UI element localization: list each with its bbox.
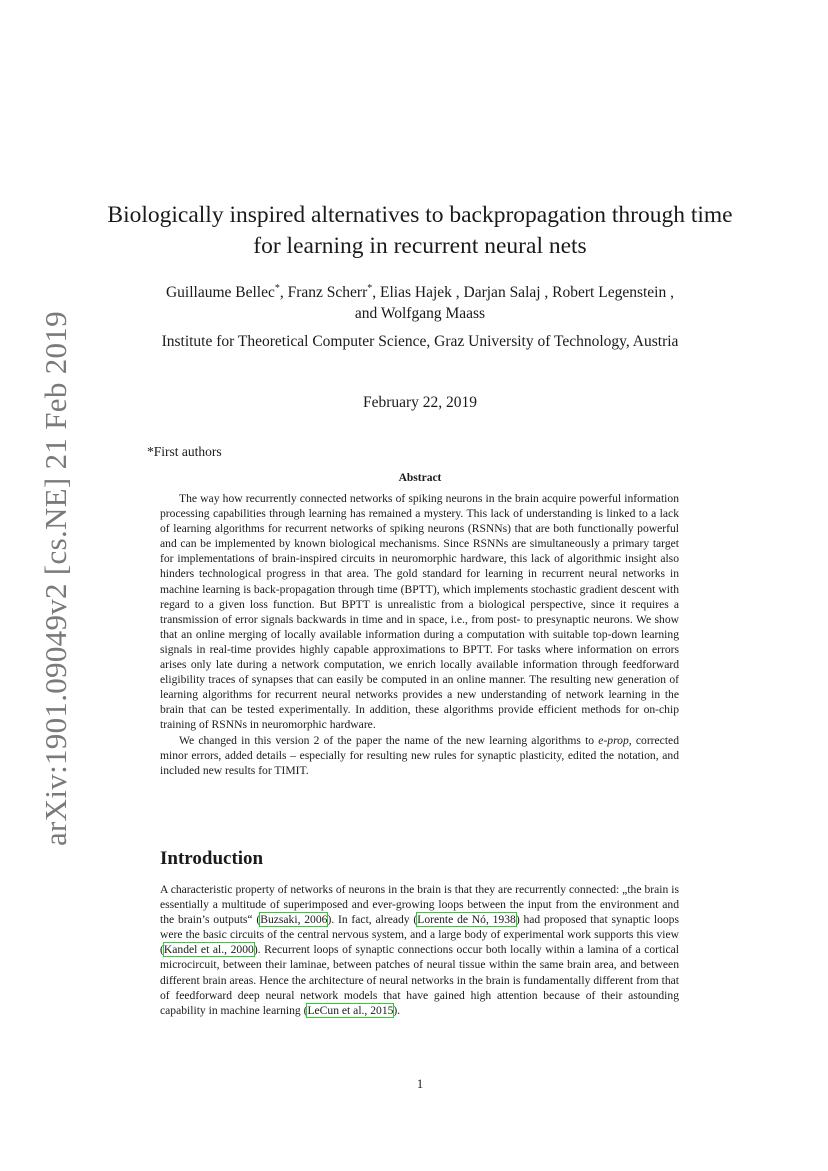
citation-link[interactable]: Lorente de Nó, 1938 bbox=[417, 913, 516, 927]
citation-link[interactable]: Buzsaki, 2006 bbox=[260, 913, 328, 927]
publication-date: February 22, 2019 bbox=[362, 394, 478, 411]
author-name: Franz Scherr bbox=[287, 284, 368, 302]
arxiv-identifier-stamp: arXiv:1901.09049v2 [cs.NE] 21 Feb 2019 bbox=[38, 311, 73, 846]
intro-text: ). bbox=[393, 1003, 401, 1017]
abstract-paragraph: The way how recurrently connected networks of spiking neurons in the brain acquire powerful information processing capabilities through learning has remained a mystery. This lack of understanding is linked to a lack of learning algorithms for recurrent networks of spiking neurons (RSNNs) that are both functionally powerful and can be implemented by known biological mechanisms. Since RSNNs are simultaneously a primary target for implementations of brain-inspired circuits in neuromorphic hardware, this lack of algorithmic insight also hinders technological progress in that area. The gold standard for learning in recurrent neural networks in machine learning is back-propagation through time (BPTT), which implements stochastic gradient descent with regard to a given loss function. But BPTT is unrealistic from a biological perspective, since it requires a transmission of error signals backwards in time and in space, i.e., from post- to presynaptic neurons. We show that an online merging of locally available information during a computation with suitable top-down learning signals in real-time provides highly capable approximations to BPTT. For tasks where information on errors arises only late during a network computation, we enrich locally available information through feedforward eligibility traces of synapses that can easily be computed in an online manner. The resulting new generation of learning algorithms for recurrent neural networks provides a new understanding of network learning in the brain that can be tested experimentally. In addition, these algorithms provide efficient methods for on-chip training of RSNNs in neuromorphic hardware. bbox=[160, 492, 679, 732]
citation-link[interactable]: Kandel et al., 2000 bbox=[163, 943, 254, 957]
first-author-mark: * bbox=[367, 283, 373, 294]
introduction-paragraph bbox=[160, 882, 679, 1018]
citation-link[interactable]: LeCun et al., 2015 bbox=[307, 1003, 394, 1017]
intro-text: ) had proposed that synaptic loops were the basic circuits of the central nervous system, and a large body of experimental work supports this view ( bbox=[160, 913, 679, 957]
author-names-last: and Wolfgang Maass bbox=[354, 305, 486, 323]
abstract-heading: Abstract bbox=[398, 472, 442, 484]
section-heading-introduction: Introduction bbox=[160, 848, 264, 869]
author-name: Guillaume Bellec bbox=[165, 284, 275, 302]
author-names-rest: , Elias Hajek , Darjan Salaj , Robert Legenstein , bbox=[372, 284, 674, 302]
abstract-text: , corrected minor errors, added details – especially for resulting new rules for synaptic plasticity, edited the notation, and included new results for TIMIT. bbox=[160, 733, 679, 777]
abstract-text: We changed in this version 2 of the paper the name of the new learning algorithms to bbox=[179, 733, 599, 747]
page-number: 1 bbox=[416, 1077, 424, 1091]
paper-title: Biologically inspired alternatives to backpropagation through time for learning in recurrent neural nets bbox=[107, 202, 733, 259]
author-list: Guillaume Bellec*, Franz Scherr*, Elias Hajek , Darjan Salaj , Robert Legenstein , and Wolfgang Maass bbox=[165, 283, 674, 323]
abstract-paragraph bbox=[160, 733, 679, 778]
algorithm-name: e-prop bbox=[598, 733, 629, 747]
introduction-body bbox=[160, 882, 679, 1018]
intro-text: ). Recurrent loops of synaptic connections occur both locally within a lamina of a cortical microcircuit, between their laminae, between patches of neural tissue within the same brain area, and between different brain areas. Hence the architecture of neural networks in the brain is fundamentally different from that of feedforward deep neural network models that have gained high attention because of their astounding capability in machine learning ( bbox=[160, 943, 679, 1017]
abstract-body bbox=[160, 491, 679, 778]
intro-text: A characteristic property of networks of neurons in the brain is that they are recurrently connected: „the brain is essentially a multitude of superimposed and ever-growing loops between the input from the environment and the brain’s outputs“ ( bbox=[160, 883, 679, 927]
first-authors-note: *First authors bbox=[147, 444, 222, 459]
first-author-mark: * bbox=[274, 283, 280, 294]
affiliation: Institute for Theoretical Computer Science, Graz University of Technology, Austria bbox=[161, 333, 679, 350]
intro-text: ). In fact, already ( bbox=[327, 913, 418, 927]
